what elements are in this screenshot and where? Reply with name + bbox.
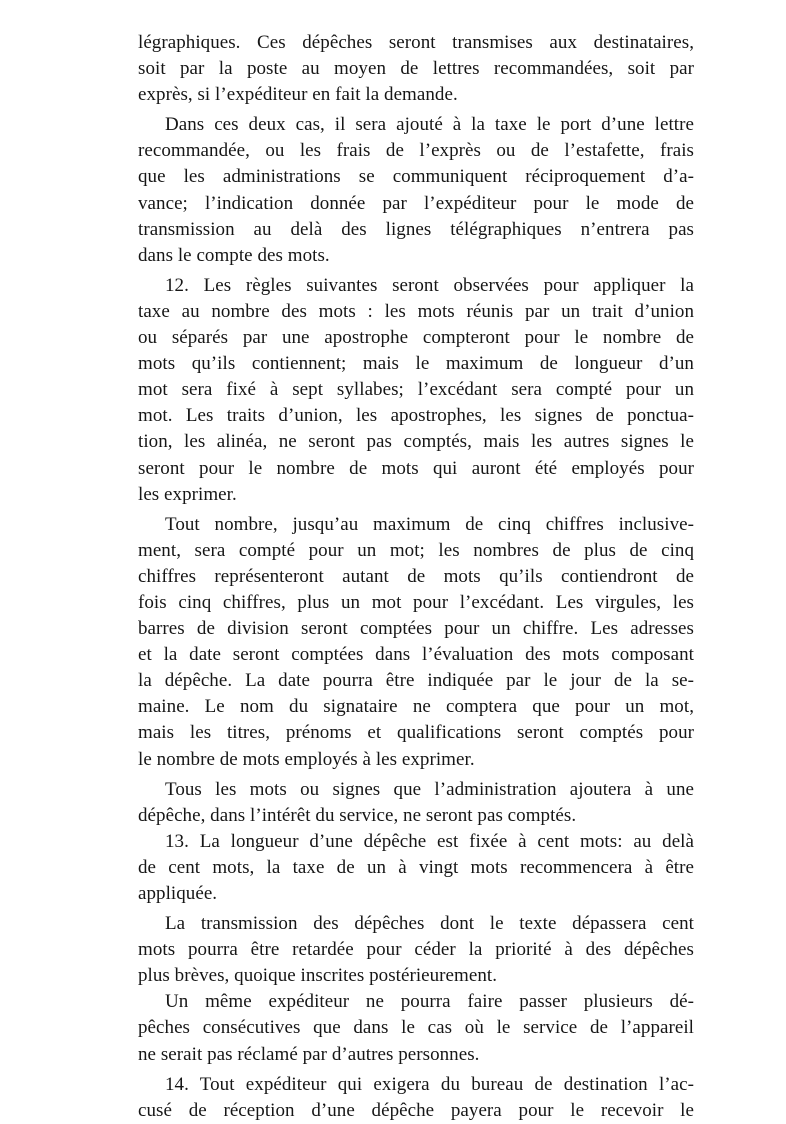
text-line: appliquée. (138, 883, 218, 904)
text-line: mot. Les traits d’union, les apostrophes, les signes de ponctua- (138, 405, 694, 427)
text-line: 13. La longueur d’une dépêche est fixée à cent mots: au delà (165, 830, 694, 852)
text-line: La transmission des dépêches dont le texte dépassera cent (165, 913, 694, 935)
text-line: cusé de réception d’une dépêche payera pour le recevoir le (138, 1099, 694, 1121)
text-line: pêches consécutives que dans le cas où le service de l’appareil (138, 1017, 694, 1039)
text-line: Tout nombre, jusqu’au maximum de cinq chiffres inclusive- (165, 513, 694, 535)
text-line: mais les titres, prénoms et qualifications seront comptés pour (138, 722, 694, 744)
text-line: tion, les alinéa, ne seront pas comptés, mais les autres signes le (138, 431, 694, 453)
text-line: légraphiques. Ces dépêches seront transmises aux destinataires, (138, 32, 694, 53)
document-page (138, 30, 694, 1124)
text-line: les exprimer. (138, 483, 237, 505)
text-line: mot sera fixé à sept syllabes; l’excédant sera compté pour un (138, 379, 694, 401)
text-line: Tous les mots ou signes que l’administration ajoutera à une (165, 778, 694, 800)
text-line: fois cinq chiffres, plus un mot pour l’excédant. Les virgules, les (138, 591, 694, 613)
text-line: seront pour le nombre de mots qui auront été employés pour (138, 457, 694, 479)
text-line: 12. Les règles suivantes seront observées pour appliquer la (165, 274, 694, 296)
text-line: taxe au nombre des mots : les mots réunis par un trait d’union (138, 300, 694, 322)
text-line: Un même expéditeur ne pourra faire passer plusieurs dé- (165, 991, 694, 1013)
text-line: plus brèves, quoique inscrites postérieurement. (138, 965, 498, 987)
text-line: que les administrations se communiquent réciproquement d’a- (138, 166, 694, 188)
text-line: recommandée, ou les frais de l’exprès ou de l’estafette, frais (138, 140, 694, 162)
text-line: barres de division seront comptées pour un chiffre. Les adresses (138, 618, 694, 640)
text-line: ne serait pas réclamé par d’autres personnes. (138, 1043, 480, 1065)
text-line: ment, sera compté pour un mot; les nombres de plus de cinq (138, 539, 694, 561)
text-line: la dépêche. La date pourra être indiquée par le jour de la se- (138, 670, 694, 692)
text-line: vance; l’indication donnée par l’expéditeur pour le mode de (138, 192, 694, 214)
text-line: Dans ces deux cas, il sera ajouté à la taxe le port d’une lettre (165, 114, 694, 136)
text-line: mots qu’ils contiennent; mais le maximum de longueur d’un (138, 353, 694, 375)
text-line: mots pourra être retardée pour céder la priorité à des dépêches (138, 939, 694, 961)
text-line: de cent mots, la taxe de un à vingt mots recommencera à être (138, 856, 694, 878)
text-line: chiffres représenteront autant de mots qu’ils contiendront de (138, 565, 694, 587)
text-line: 14. Tout expéditeur qui exigera du bureau de destination l’ac- (165, 1073, 694, 1095)
text-line: maine. Le nom du signataire ne comptera que pour un mot, (138, 696, 694, 718)
text-line: transmission au delà des lignes télégraphiques n’entrera pas (138, 218, 694, 240)
text-line: dans le compte des mots. (138, 244, 330, 266)
text-line: soit par la poste au moyen de lettres recommandées, soit par (138, 58, 694, 80)
text-line: ou séparés par une apostrophe compteront pour le nombre de (138, 327, 694, 349)
text-line: le nombre de mots employés à les exprimer. (138, 748, 475, 770)
text-line: exprès, si l’expéditeur en fait la demande. (138, 84, 458, 106)
text-line: dépêche, dans l’intérêt du service, ne seront pas comptés. (138, 804, 577, 826)
text-line: et la date seront comptées dans l’évaluation des mots composant (138, 644, 694, 666)
